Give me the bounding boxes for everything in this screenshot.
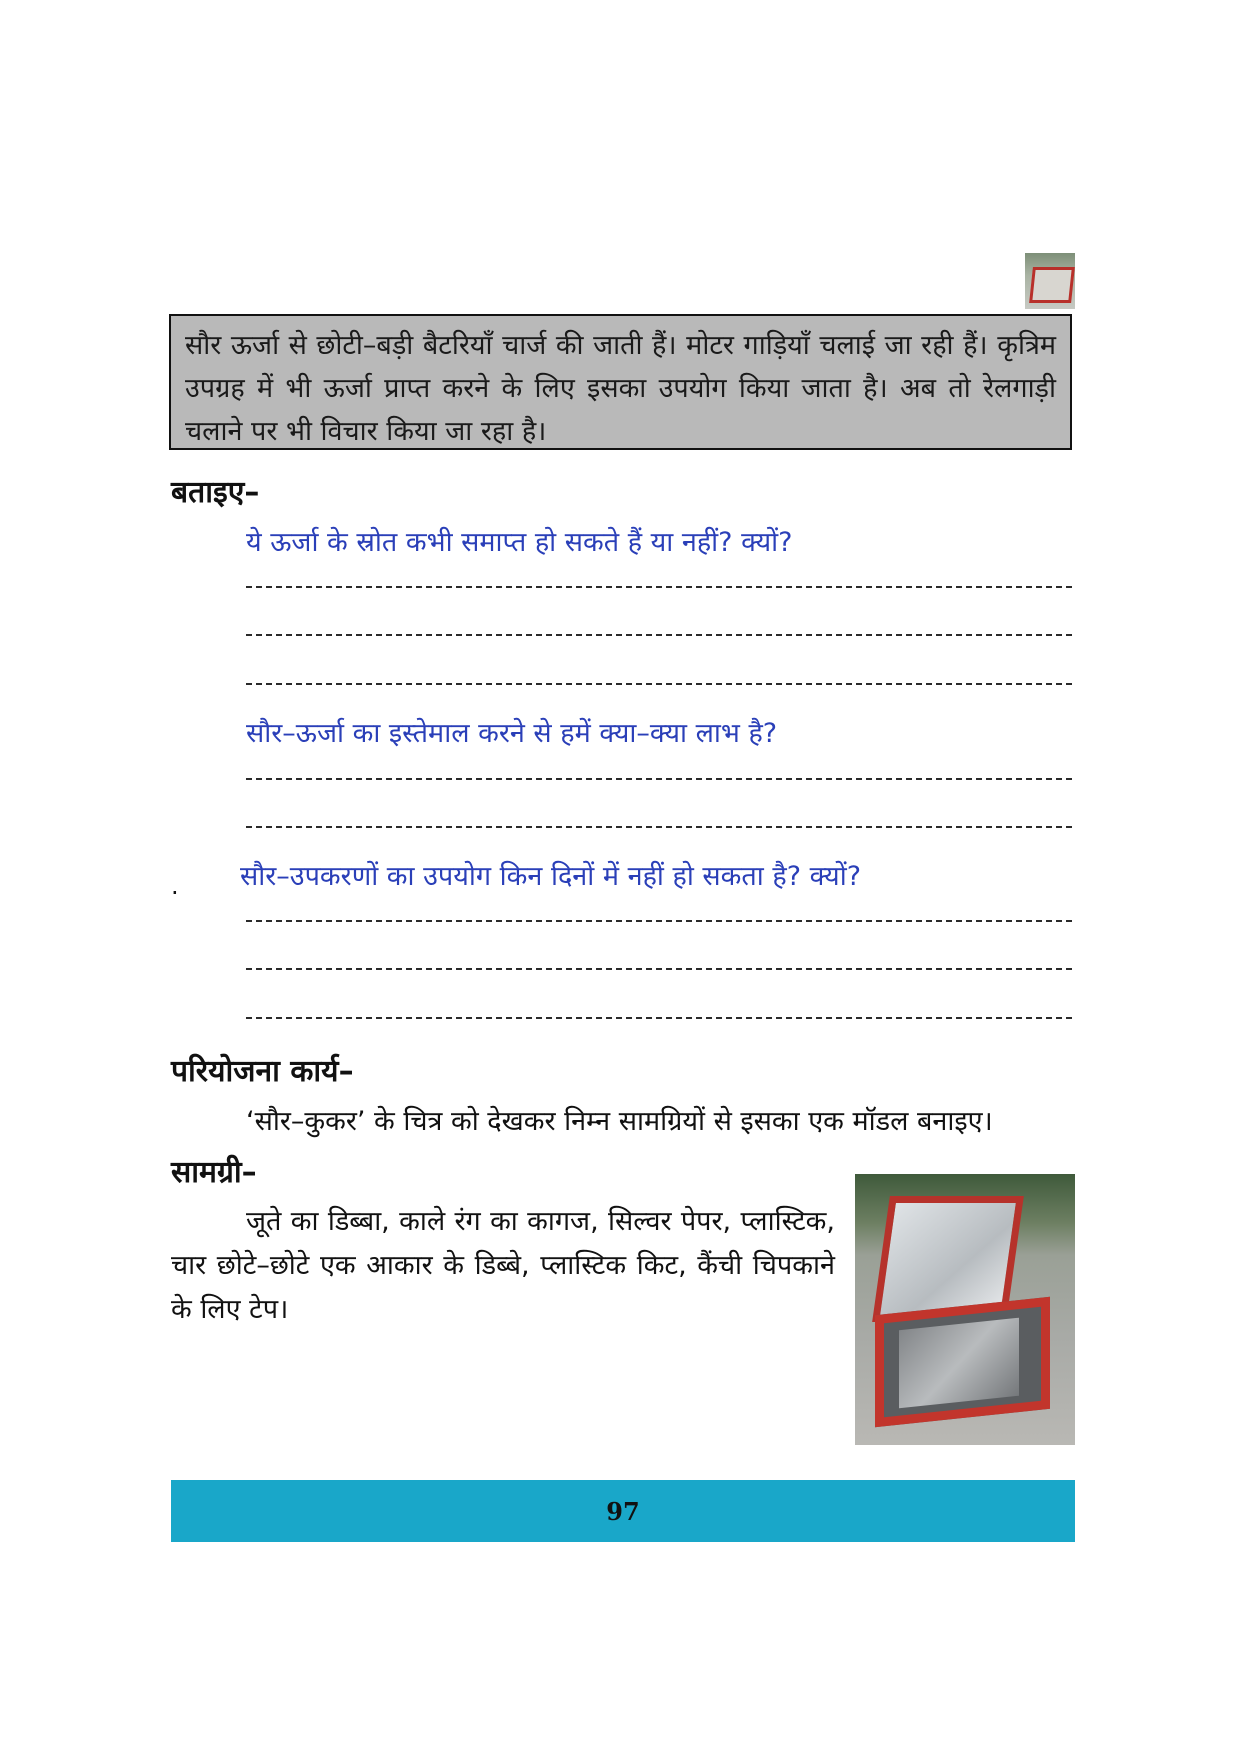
callout-text: सौर ऊर्जा से छोटी–बड़ी बैटरियाँ चार्ज की जाती हैं। मोटर गाड़ियाँ चलाई जा रही हैं। कृत्रिम उपग्रह में भी ऊर्जा प्राप्त करने के लिए इसका उपयोग किया जाता है। अब तो रेलगाड़ी चलाने पर भी विचार किया जा रहा है। (185, 330, 1056, 447)
footer-bar (171, 1480, 1075, 1542)
batayie-heading: बताइए– (171, 475, 260, 510)
answer-line[interactable] (246, 586, 1072, 588)
answer-line[interactable] (246, 634, 1072, 636)
answer-line[interactable] (246, 920, 1072, 922)
solar-cooker-glass (899, 1318, 1019, 1409)
answer-line[interactable] (246, 778, 1072, 780)
page-number: 97 (606, 1496, 640, 1526)
question-1: ये ऊर्जा के स्रोत कभी समाप्त हो सकते हैं या नहीं? क्यों? (246, 527, 793, 558)
materials-text: जूते का डिब्बा, काले रंग का कागज, सिल्वर पेपर, प्लास्टिक, चार छोटे–छोटे एक आकार के डिब्बे, प्लास्टिक किट, कैंची चिपकाने के लिए टेप। (171, 1206, 835, 1325)
solar-cooker-thumbnail (1025, 253, 1075, 309)
solar-cooker-photo (855, 1174, 1075, 1445)
stray-mark: . (171, 872, 179, 900)
question-3: सौर–उपकरणों का उपयोग किन दिनों में नहीं हो सकता है? क्यों? (240, 861, 862, 892)
project-heading: परियोजना कार्य– (171, 1054, 354, 1089)
info-callout-box (169, 314, 1072, 450)
question-2: सौर–ऊर्जा का इस्तेमाल करने से हमें क्या–क्या लाभ है? (246, 718, 778, 749)
solar-cooker-thumbnail-box (1029, 267, 1075, 303)
answer-line[interactable] (246, 683, 1072, 685)
answer-line[interactable] (246, 1017, 1072, 1019)
answer-line[interactable] (246, 968, 1072, 970)
materials-heading: सामग्री– (171, 1155, 257, 1190)
project-instruction: ‘सौर–कुकर’ के चित्र को देखकर निम्न सामग्रियों से इसका एक मॉडल बनाइए। (246, 1106, 993, 1137)
answer-line[interactable] (246, 826, 1072, 828)
